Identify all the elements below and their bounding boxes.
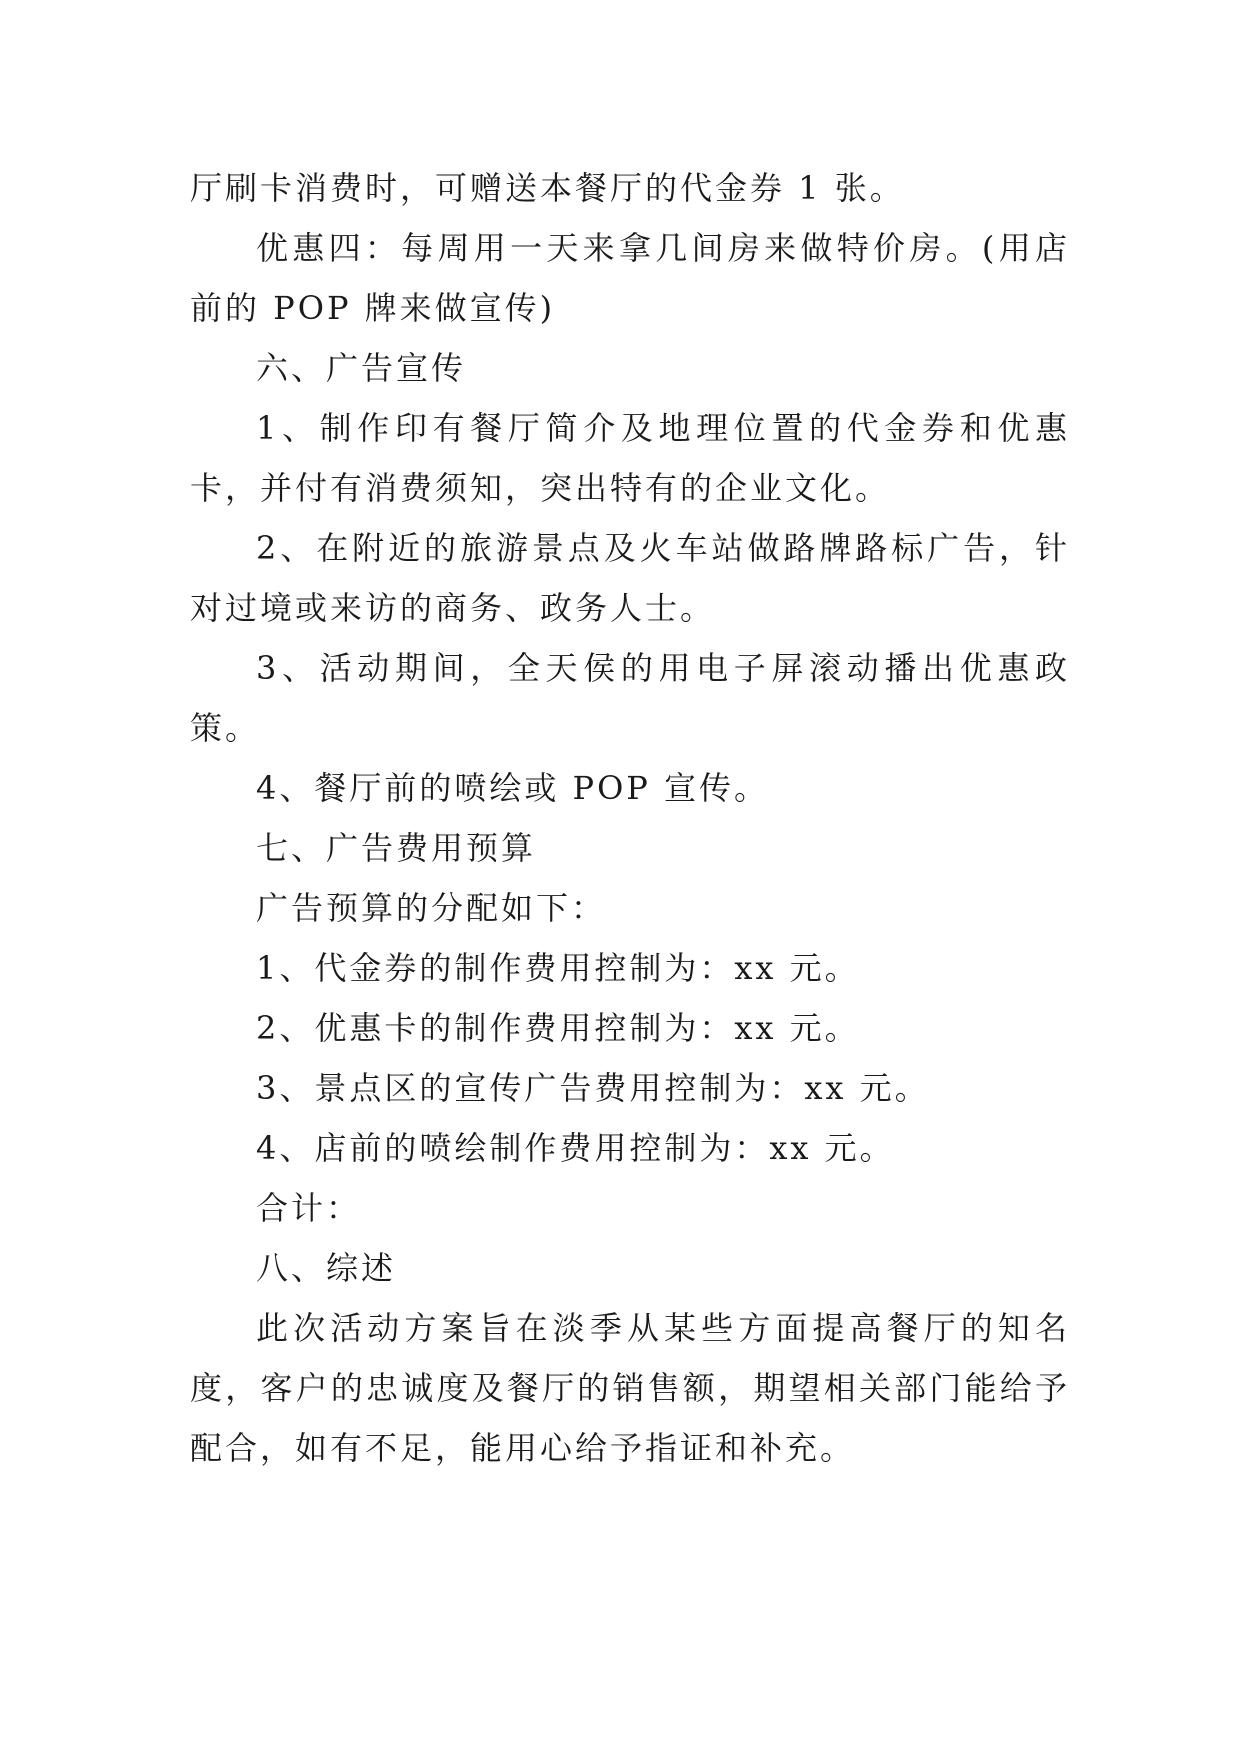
list-item-ad-4: 4、餐厅前的喷绘或 POP 宣传。	[256, 769, 770, 807]
list-item-ad-1: 1、制作印有餐厅简介及地理位置的代金券和优惠卡，并付有消费须知，突出特有的企业文化。	[190, 409, 1070, 507]
budget-intro: 广告预算的分配如下：	[256, 889, 607, 927]
paragraph-offer-four: 优惠四：每周用一天来拿几间房来做特价房。(用店前的 POP 牌来做宣传)	[190, 229, 1070, 327]
list-item-ad-2: 2、在附近的旅游景点及火车站做路牌路标广告，针对过境或来访的商务、政务人士。	[190, 529, 1070, 627]
section-heading-budget: 七、广告费用预算	[256, 829, 537, 867]
budget-total: 合计：	[256, 1189, 362, 1227]
list-item-budget-4: 4、店前的喷绘制作费用控制为：xx 元。	[256, 1129, 895, 1167]
document-page	[190, 158, 1070, 1478]
list-item-ad-3: 3、活动期间，全天侯的用电子屏滚动播出优惠政策。	[190, 649, 1070, 747]
list-item-budget-3: 3、景点区的宣传广告费用控制为：xx 元。	[256, 1069, 930, 1107]
section-heading-summary: 八、综述	[256, 1249, 397, 1287]
list-item-budget-2: 2、优惠卡的制作费用控制为：xx 元。	[256, 1009, 860, 1047]
list-item-budget-1: 1、代金券的制作费用控制为：xx 元。	[256, 949, 860, 987]
section-heading-advertising: 六、广告宣传	[256, 349, 467, 387]
summary-paragraph: 此次活动方案旨在淡季从某些方面提高餐厅的知名度，客户的忠诚度及餐厅的销售额，期望相关部门能给予配合，如有不足，能用心给予指证和补充。	[190, 1309, 1070, 1467]
paragraph-continuation: 厅刷卡消费时，可赠送本餐厅的代金券 1 张。	[190, 169, 905, 207]
